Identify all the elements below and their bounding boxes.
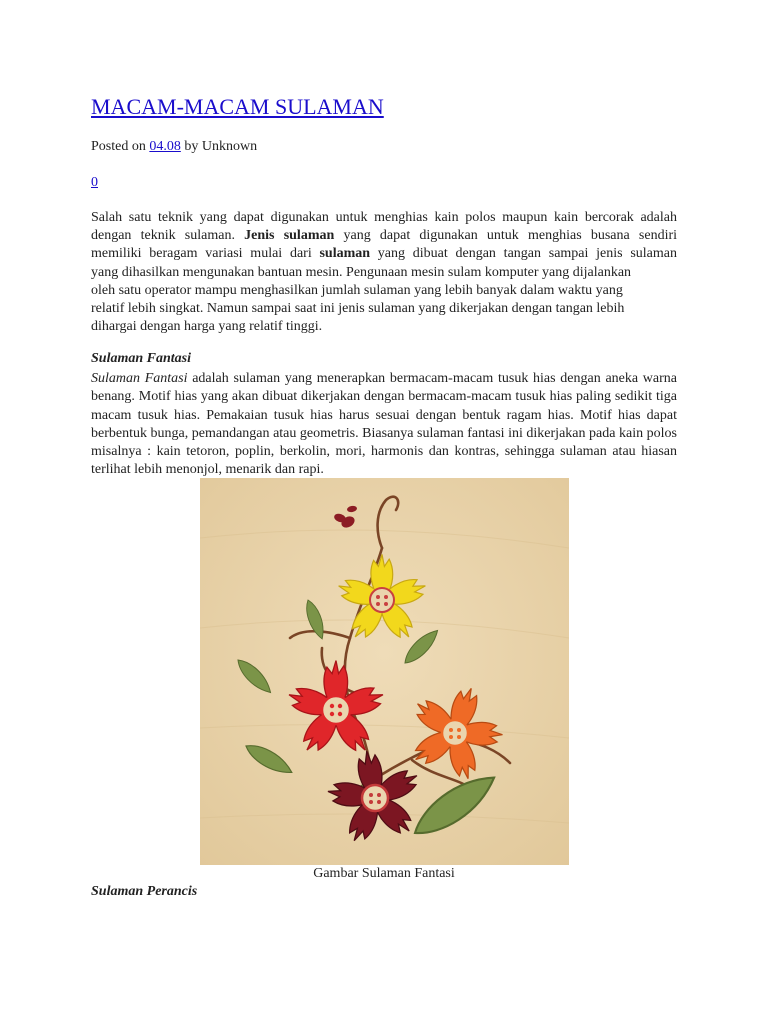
comments-count: [91, 175, 98, 191]
bold-term-jenis-sulaman: Jenis sulaman: [244, 228, 335, 244]
intro-line: memiliki beragam variasi mulai dari sulaman yang dibuat dengan tangan sampai jenis sulaman: [91, 246, 677, 262]
intro-line: yang dihasilkan mengunakan bantuan mesin. Pengunaan mesin sulam komputer yang dijalankan: [91, 264, 632, 280]
comments-link[interactable]: 0: [91, 175, 98, 190]
section-heading-sulaman-perancis: Sulaman Perancis: [91, 884, 198, 899]
bold-term-sulaman: sulaman: [319, 246, 371, 262]
post-title[interactable]: MACAM-MACAM SULAMAN: [91, 94, 384, 119]
post-date-link[interactable]: 04.08: [149, 139, 181, 154]
intro-line: dihargai dengan harga yang relatif tinggi.: [91, 319, 323, 335]
post-author: Unknown: [201, 139, 258, 154]
italic-term: Sulaman Fantasi: [91, 371, 188, 386]
section-heading-sulaman-fantasi: Sulaman Fantasi: [91, 351, 191, 366]
intro-line: Salah satu teknik yang dapat digunakan untuk menghias kain polos maupun kain bercorak adalah: [91, 210, 677, 225]
sulaman-fantasi-paragraph: Sulaman Fantasi adalah sulaman yang menerapkan bermacam-macam tusuk hias dengan aneka warna benang. Motif hias yang akan dibuat dikerjakan dengan bermacam-macam tusuk hias paling sedikit tiga macam tusuk hias. Pemakaian tusuk hias harus sesuai dengan bentuk ragam hias. Motif hias dapat berbentuk bunga, pemandangan atau geometris. Biasanya sulaman fantasi ini dikerjakan pada kain polos misalnya : kain tetoron, poplin, berkolin, mori, harmonis dan kontras, sehingga sulaman atau hiasan terlihat lebih menonjol, menarik dan rapi.: [91, 371, 677, 478]
sulaman-fantasi-image: [200, 478, 569, 865]
image-caption: Gambar Sulaman Fantasi: [313, 866, 455, 881]
intro-line: oleh satu operator mampu menghasilkan jumlah sulaman yang lebih banyak dalam waktu yang: [91, 282, 623, 298]
intro-line: relatif lebih singkat. Namun sampai saat ini jenis sulaman yang dikerjakan dengan tangan lebih: [91, 301, 625, 317]
post-meta: [91, 139, 257, 155]
by-label: by: [184, 139, 199, 154]
intro-paragraph: [91, 209, 677, 336]
intro-line: dengan teknik sulaman. Jenis sulaman yang dapat digunakan untuk menghias busana sendiri: [91, 228, 678, 244]
posted-on-label: Posted on: [91, 139, 146, 154]
